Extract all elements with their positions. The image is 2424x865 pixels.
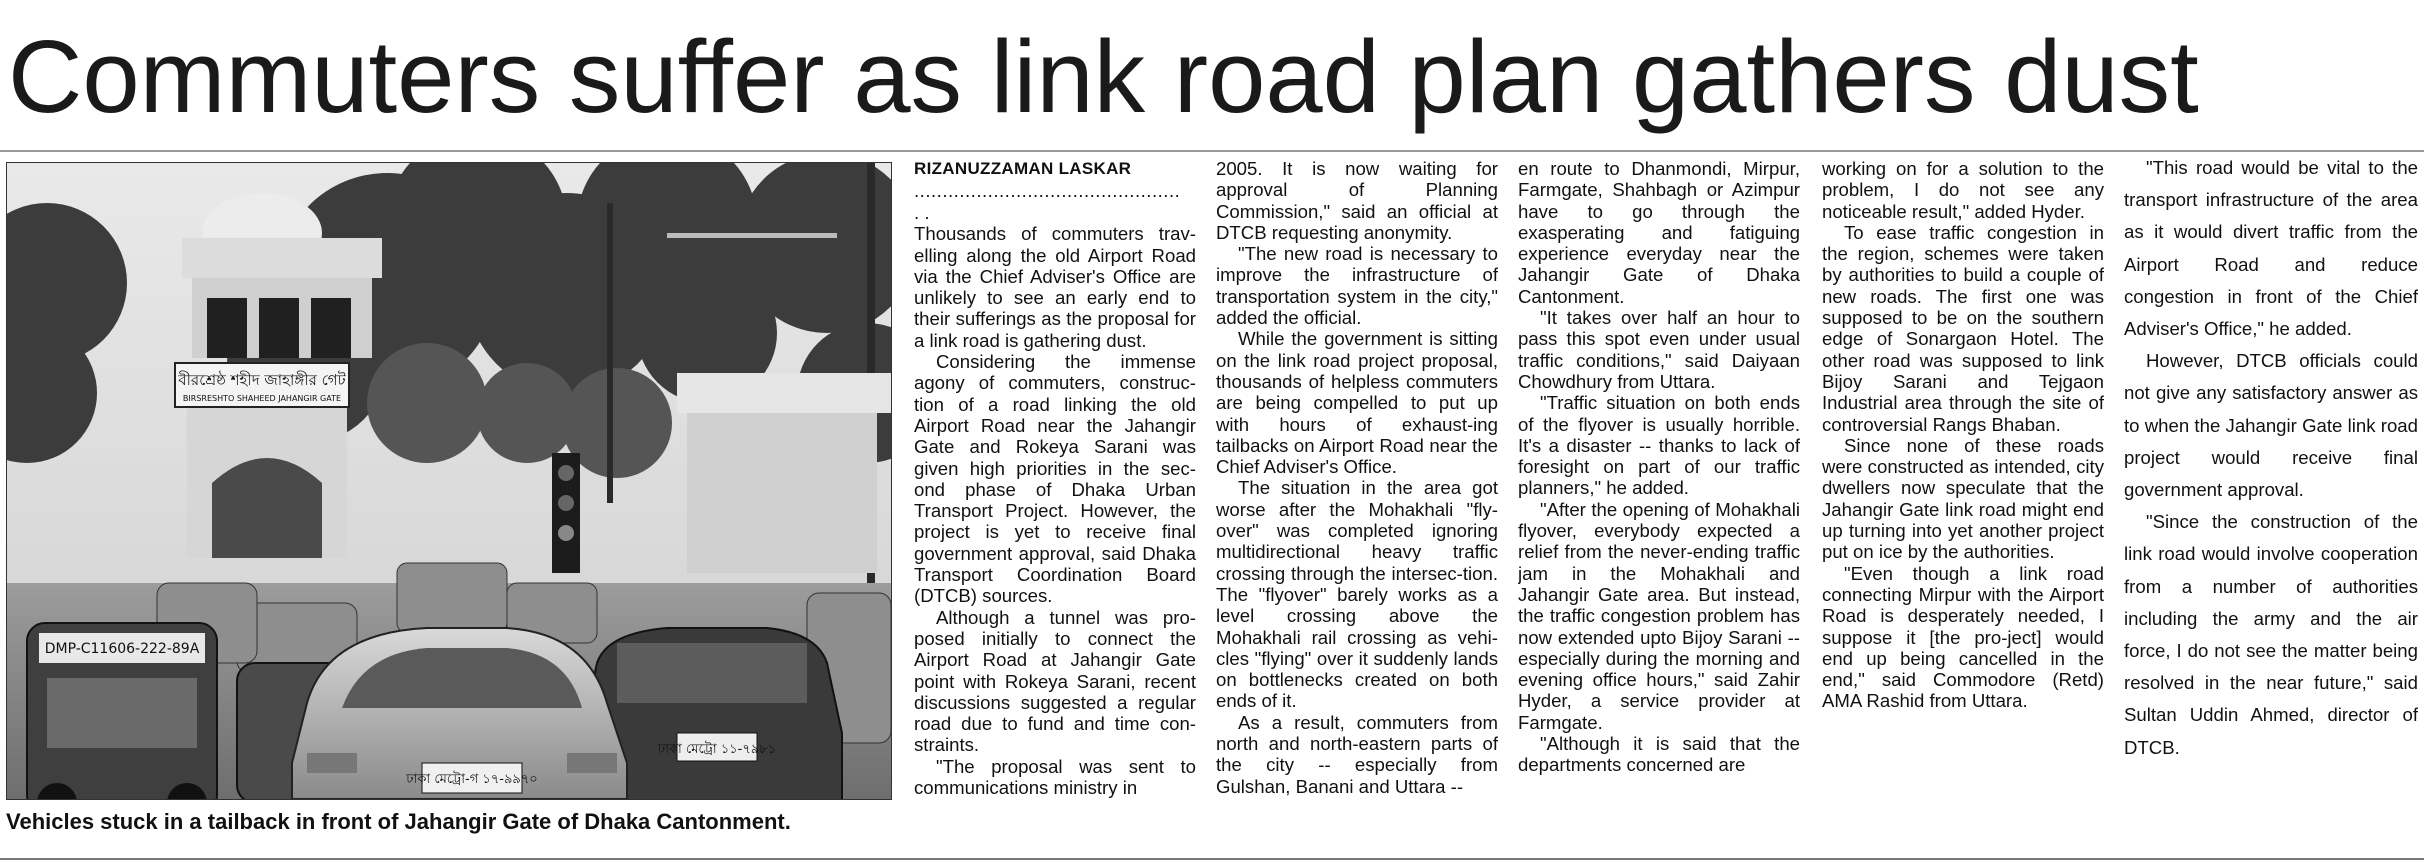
paragraph: en route to Dhanmondi, Mirpur, Farmgate, Shahbagh or Azimpur have to go through the exasperating and fatiguing experience everyday near the Jahangir Gate of Dhaka Cantonment. bbox=[1518, 158, 1800, 307]
bottom-divider bbox=[0, 858, 2424, 860]
article-column-3 bbox=[1518, 158, 1800, 838]
paragraph: "After the opening of Mohakhali flyover, everybody expected a relief from the never-ending traffic jam in the Mohakhali and Jahangir Gate area. But instead, the traffic congestion problem has now extended upto Bijoy Sarani -- especially during the morning and evening office hours," said Zahir Hyder, a service provider at Farmgate. bbox=[1518, 498, 1800, 733]
paragraph: As a result, commuters from north and north-eastern parts of the city -- especially from Gulshan, Banani and Uttara -- bbox=[1216, 711, 1498, 797]
paragraph: Considering the immense agony of commuters, construc-tion of a road linking the old Airport Road near the Jahangir Gate and Rokeya Sarani was given high priorities in the sec-ond phase of Dhaka Urban Transport Project. However, the project is yet to receive final government approval, said Dhaka Transport Coordination Board (DTCB) sources. bbox=[914, 351, 1196, 607]
paragraph: "It takes over half an hour to pass this spot even under usual traffic conditions," said Daiyaan Chowdhury from Uttara. bbox=[1518, 307, 1800, 392]
article-column-1 bbox=[914, 158, 1196, 838]
paragraph: "Since the construction of the link road would involve cooperation from a number of authorities including the army and the air force, I do not see the matter being resolved in the near future," said Sultan Uddin Ahmed, director of DTCB. bbox=[2124, 511, 2418, 758]
article-column-2 bbox=[1216, 158, 1498, 838]
paragraph: "Even though a link road connecting Mirpur with the Airport Road is desperately needed, I suppose it [the pro-ject] would end up being cancelled in the end," said Commodore (Retd) AMA Rashid from Uttara. bbox=[1822, 562, 2104, 712]
svg-text:বীরশ্রেষ্ঠ শহীদ জাহাঙ্গীর গেট: বীরশ্রেষ্ঠ শহীদ জাহাঙ্গীর গেট bbox=[178, 371, 346, 389]
paragraph: Thousands of commuters trav-elling along the old Airport Road via the Chief Adviser's Office are unlikely to see an early end to their sufferings as the proposal for a link road is gathering dust. bbox=[914, 223, 1196, 351]
paragraph: "Traffic situation on both ends of the flyover is usually horrible. It's a disaster -- thanks to lack of foresight on part of our traffic planners," he added. bbox=[1518, 392, 1800, 499]
photo-caption: Vehicles stuck in a tailback in front of Jahangir Gate of Dhaka Cantonment. bbox=[6, 809, 791, 834]
paragraph: Although a tunnel was pro-posed initially to connect the Airport Road at Jahangir Gate point with Rokeya Sarani, recent discussions suggested a regular road due to fund and time con-straints. bbox=[914, 606, 1196, 756]
paragraph: . . bbox=[914, 202, 930, 223]
paragraph: However, DTCB officials could not give any satisfactory answer as to when the Jahangir Gate link road project would receive final government approval. bbox=[2124, 350, 2418, 501]
headline: Commuters suffer as link road plan gathers dust bbox=[8, 19, 2199, 134]
silver-sedan bbox=[292, 628, 627, 799]
top-divider bbox=[0, 150, 2424, 152]
paragraph: "This road would be vital to the transport infrastructure of the area as it would divert traffic from the Airport Road and reduce congestion in front of the Chief Adviser's Office," he added. bbox=[2124, 157, 2418, 340]
svg-text:DMP-C11606-222-89A: DMP-C11606-222-89A bbox=[44, 641, 200, 657]
svg-text:ঢাকা মেট্রো ১১-৭৯৮১: ঢাকা মেট্রো ১১-৭৯৮১ bbox=[657, 742, 777, 757]
paragraph: 2005. It is now waiting for approval of Planning Commission," said an official at DTCB requesting anonymity. bbox=[1216, 158, 1498, 243]
paragraph: Since none of these roads were constructed as intended, city dwellers now speculate that the Jahangir Gate link road might end up turning into yet another project put on ice by the authorities. bbox=[1822, 434, 2104, 563]
cng-autorickshaw bbox=[27, 623, 217, 799]
svg-text:ঢাকা মেট্রো-গ ১৭-৯৯৭০: ঢাকা মেট্রো-গ ১৭-৯৯৭০ bbox=[406, 772, 538, 787]
paragraph: "The new road is necessary to improve the infrastructure of transportation system in the city," added the official. bbox=[1216, 243, 1498, 329]
article-column-4 bbox=[1822, 158, 2104, 838]
paragraph: working on for a solution to the problem, I do not see any noticeable result," added Hyder. bbox=[1822, 158, 2104, 222]
paragraph: The situation in the area got worse after the Mohakhali "fly-over" was completed ignoring multidirectional heavy traffic crossing through the intersec-tion. The "flyover" barely works as a level crossing above the Mohakhali rail crossing as vehi-cles "flying" over it suddenly lands on bottlenecks created on both ends of it. bbox=[1216, 477, 1498, 712]
paragraph: To ease traffic congestion in the region, schemes were taken by authorities to build a couple of new roads. The first one was supposed to be on the southern edge of Sonargaon Hotel. The other road was supposed to link Bijoy Sarani and Tejgaon Industrial area through the site of controversial Rangs Bhaban. bbox=[1822, 221, 2104, 435]
news-photo bbox=[6, 162, 892, 800]
byline-rule: ............................................... bbox=[914, 180, 1181, 201]
byline: RIZANUZZAMAN LASKAR bbox=[914, 159, 1132, 178]
paragraph: "Although it is said that the departments concerned are bbox=[1518, 733, 1800, 776]
svg-text:BIRSRESHTO SHAHEED JAHANGIR GA: BIRSRESHTO SHAHEED JAHANGIR GATE bbox=[182, 394, 342, 403]
paragraph: While the government is sitting on the link road project proposal, thousands of helpless commuters are being compelled to put up with hours of exhaust-ing tailbacks on Airport Road near the Chief Adviser's Office. bbox=[1216, 328, 1498, 478]
paragraph: "The proposal was sent to communications ministry in bbox=[914, 755, 1196, 799]
article-column-5 bbox=[2124, 152, 2418, 832]
